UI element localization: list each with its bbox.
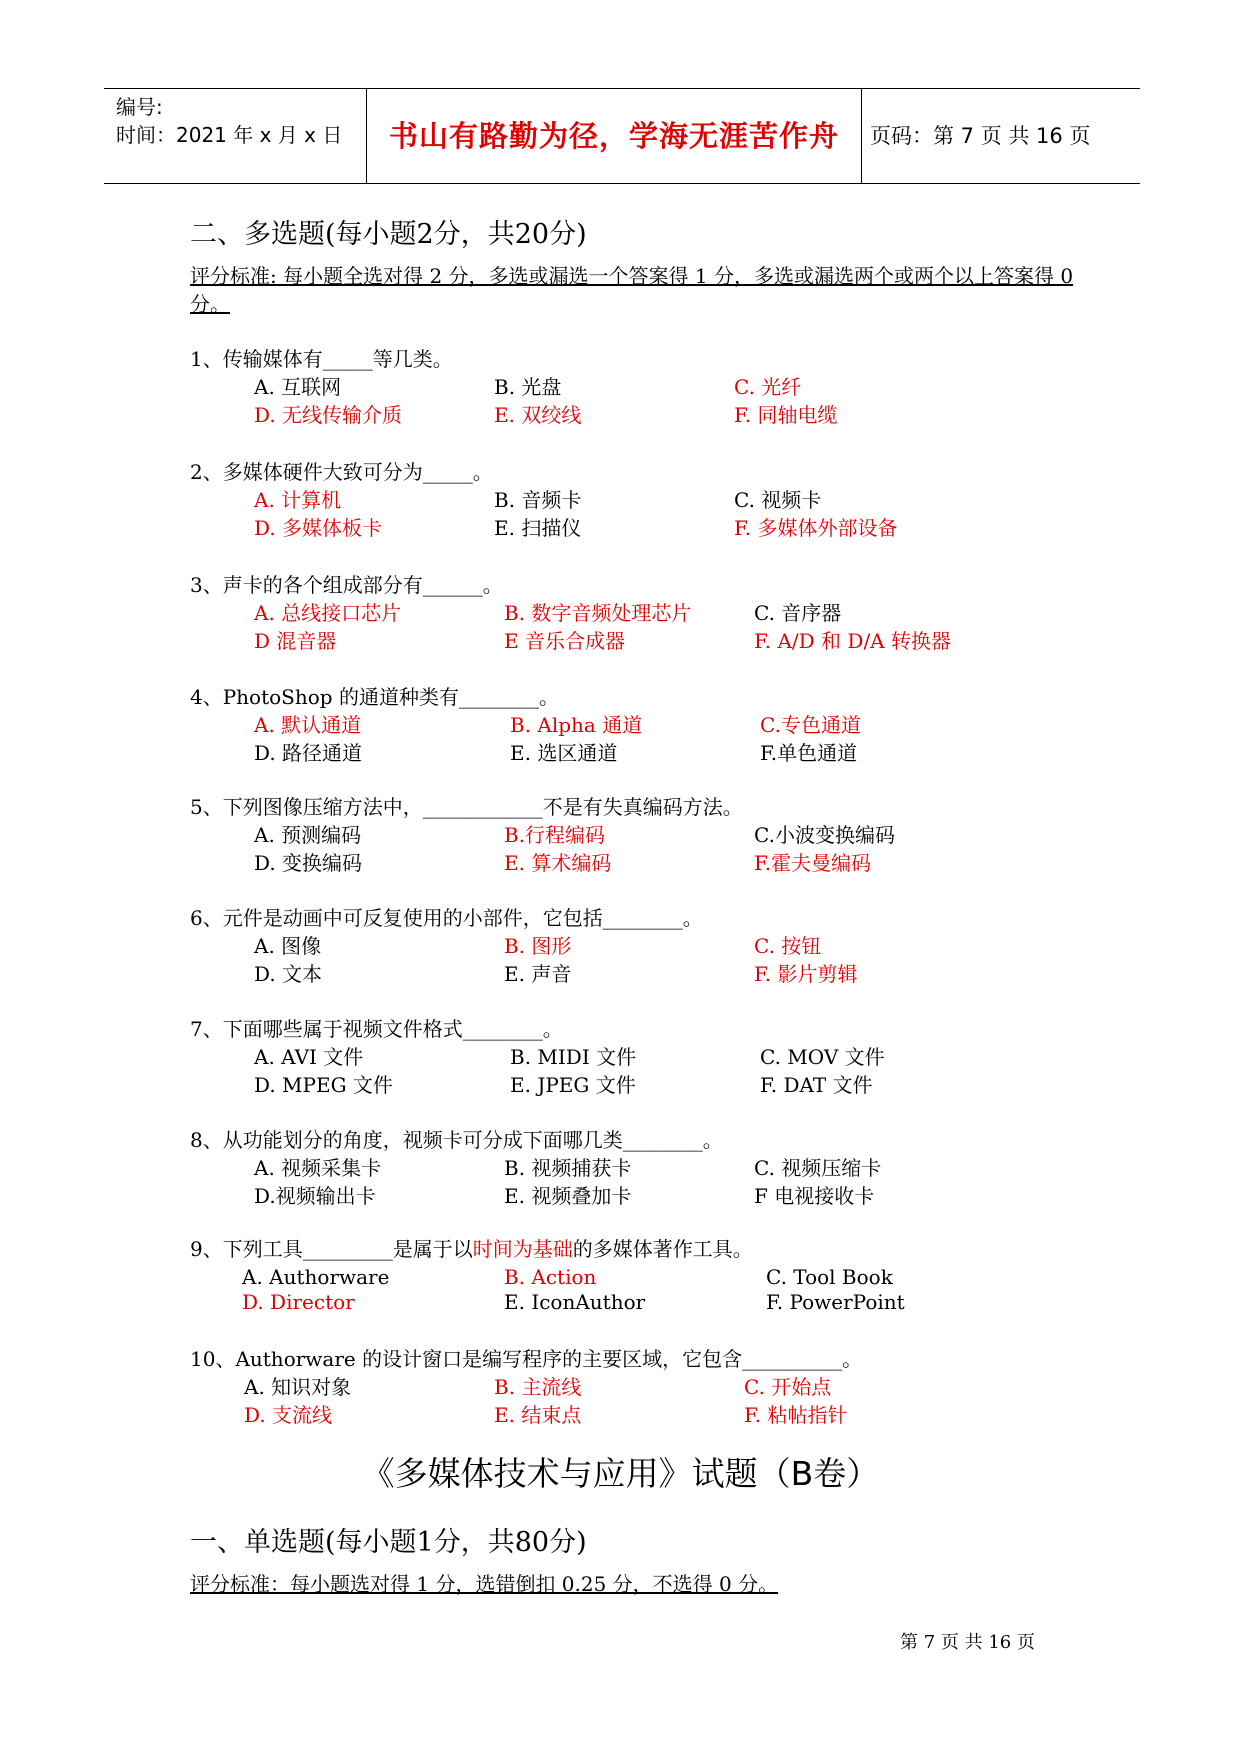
exam-title: 《多媒体技术与应用》试题（B卷） bbox=[361, 1454, 880, 1493]
answer-option: C.小波变换编码 bbox=[754, 823, 895, 847]
header-divider bbox=[366, 89, 367, 183]
answer-option: E. 扫描仪 bbox=[494, 516, 582, 540]
answer-option: F.单色通道 bbox=[760, 741, 858, 765]
section-title: 一、单选题(每小题1分，共80分) bbox=[190, 1527, 587, 1558]
answer-option: A. 互联网 bbox=[254, 375, 342, 399]
answer-option: B. MIDI 文件 bbox=[510, 1045, 637, 1069]
answer-option: D. Director bbox=[242, 1290, 355, 1314]
answer-option: C. 音序器 bbox=[754, 601, 842, 625]
question-stem: 6、元件是动画中可反复使用的小部件，它包括________。 bbox=[190, 906, 703, 930]
answer-option: C.专色通道 bbox=[760, 713, 861, 737]
answer-option: A. 总线接口芯片 bbox=[254, 601, 402, 625]
answer-option: F. PowerPoint bbox=[766, 1290, 905, 1314]
answer-option: C. 开始点 bbox=[744, 1375, 832, 1399]
answer-option: F.霍夫曼编码 bbox=[754, 851, 872, 875]
answer-option: D. MPEG 文件 bbox=[254, 1073, 393, 1097]
header-motto: 书山有路勤为径，学海无涯苦作舟 bbox=[388, 119, 839, 153]
answer-option: F. 影片剪辑 bbox=[754, 962, 858, 986]
answer-option: D. 路径通道 bbox=[254, 741, 363, 765]
question-stem: 4、PhotoShop 的通道种类有________。 bbox=[190, 685, 559, 709]
answer-option: A. 图像 bbox=[254, 934, 322, 958]
question-stem: 7、下面哪些属于视频文件格式________。 bbox=[190, 1017, 563, 1041]
answer-option: D. 支流线 bbox=[244, 1403, 333, 1427]
answer-option: C. 视频压缩卡 bbox=[754, 1156, 882, 1180]
scoring-standard: 评分标准: 每小题全选对得 2 分，多选或漏选一个答案得 1 分，多选或漏选两个或两个以上答案得 0 分。 bbox=[190, 264, 1074, 316]
answer-option: D. 无线传输介质 bbox=[254, 403, 403, 427]
scoring-standard: 评分标准：每小题选对得 1 分，选错倒扣 0.25 分，不选得 0 分。 bbox=[190, 1572, 779, 1596]
question-stem: 8、从功能划分的角度，视频卡可分成下面哪几类________。 bbox=[190, 1128, 723, 1152]
answer-option: C. 视频卡 bbox=[734, 488, 822, 512]
question-stem: 9、下列工具_________是属于以时间为基础的多媒体著作工具。 bbox=[190, 1237, 753, 1261]
answer-option: A. 计算机 bbox=[254, 488, 342, 512]
answer-option: A. AVI 文件 bbox=[254, 1045, 364, 1069]
answer-option: F. 多媒体外部设备 bbox=[734, 516, 898, 540]
answer-option: A. 视频采集卡 bbox=[254, 1156, 382, 1180]
answer-option: D 混音器 bbox=[254, 629, 337, 653]
page-footer: 第 7 页 共 16 页 bbox=[900, 1632, 1035, 1653]
header-page-info: 页码：第 7 页 共 16 页 bbox=[870, 124, 1091, 148]
answer-option: F. A/D 和 D/A 转换器 bbox=[754, 629, 951, 653]
answer-option: B. 主流线 bbox=[494, 1375, 582, 1399]
answer-option: E. 结束点 bbox=[494, 1403, 582, 1427]
number-label: 编号: bbox=[116, 95, 163, 119]
answer-option: B. Action bbox=[504, 1265, 597, 1289]
answer-option: B. 数字音频处理芯片 bbox=[504, 601, 692, 625]
answer-option: D. 变换编码 bbox=[254, 851, 363, 875]
answer-option: C. 按钮 bbox=[754, 934, 822, 958]
answer-option: A. Authorware bbox=[242, 1265, 390, 1289]
answer-option: B. Alpha 通道 bbox=[510, 713, 643, 737]
answer-option: E. IconAuthor bbox=[504, 1290, 646, 1314]
question-stem: 5、下列图像压缩方法中，____________不是有失真编码方法。 bbox=[190, 795, 743, 819]
answer-option: D. 多媒体板卡 bbox=[254, 516, 383, 540]
answer-option: F. DAT 文件 bbox=[760, 1073, 873, 1097]
answer-option: E 音乐合成器 bbox=[504, 629, 625, 653]
question-stem: 2、多媒体硬件大致可分为_____。 bbox=[190, 460, 493, 484]
answer-option: B. 光盘 bbox=[494, 375, 562, 399]
time-label: 时间：2021 年 x 月 x 日 bbox=[116, 123, 343, 147]
answer-option: E. 选区通道 bbox=[510, 741, 618, 765]
answer-option: A. 默认通道 bbox=[254, 713, 362, 737]
answer-option: C. MOV 文件 bbox=[760, 1045, 885, 1069]
answer-option: E. 视频叠加卡 bbox=[504, 1184, 632, 1208]
answer-option: A. 知识对象 bbox=[244, 1375, 352, 1399]
answer-option: F. 同轴电缆 bbox=[734, 403, 838, 427]
answer-option: E. JPEG 文件 bbox=[510, 1073, 636, 1097]
section-title: 二、多选题(每小题2分，共20分) bbox=[190, 219, 587, 250]
answer-option: B. 音频卡 bbox=[494, 488, 582, 512]
answer-option: D. 文本 bbox=[254, 962, 323, 986]
answer-option: C. Tool Book bbox=[766, 1265, 893, 1289]
answer-option: B. 图形 bbox=[504, 934, 572, 958]
question-stem: 10、Authorware 的设计窗口是编写程序的主要区域，它包含__________。 bbox=[190, 1347, 863, 1371]
answer-option: F. 粘帖指针 bbox=[744, 1403, 848, 1427]
answer-option: D.视频输出卡 bbox=[254, 1184, 376, 1208]
question-stem: 1、传输媒体有_____等几类。 bbox=[190, 347, 453, 371]
answer-option: B.行程编码 bbox=[504, 823, 606, 847]
answer-option: B. 视频捕获卡 bbox=[504, 1156, 632, 1180]
answer-option: E. 双绞线 bbox=[494, 403, 582, 427]
answer-option: E. 声音 bbox=[504, 962, 572, 986]
question-stem: 3、声卡的各个组成部分有______。 bbox=[190, 573, 503, 597]
answer-option: E. 算术编码 bbox=[504, 851, 612, 875]
answer-option: C. 光纤 bbox=[734, 375, 802, 399]
page-header bbox=[104, 88, 1140, 184]
answer-option: A. 预测编码 bbox=[254, 823, 362, 847]
header-meta bbox=[116, 93, 342, 149]
answer-option: F 电视接收卡 bbox=[754, 1184, 875, 1208]
header-divider bbox=[861, 89, 862, 183]
